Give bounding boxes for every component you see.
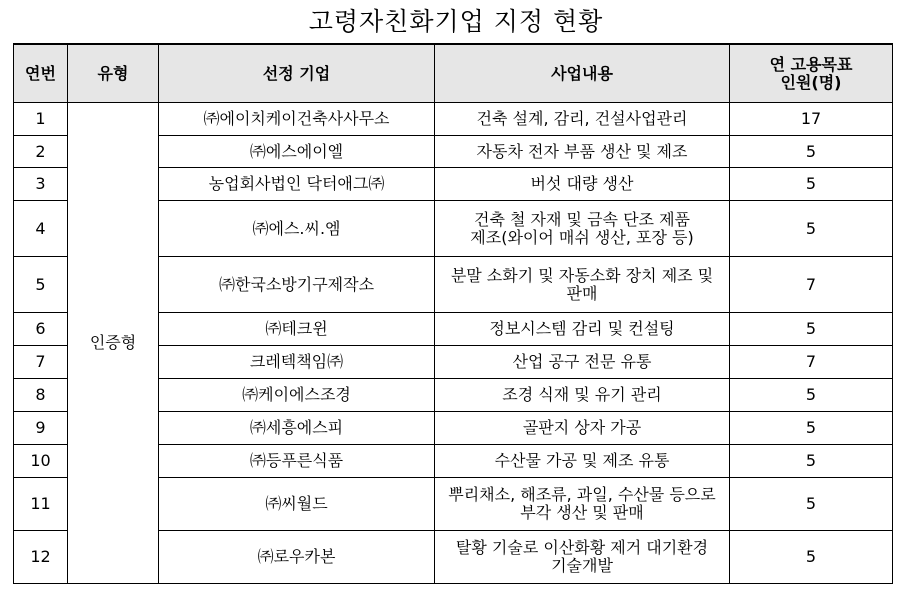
header-row	[14, 44, 893, 103]
row-no: 3	[14, 168, 68, 201]
row-target: 5	[730, 531, 893, 584]
row-business	[435, 531, 730, 584]
row-target: 7	[730, 346, 893, 379]
row-no: 9	[14, 412, 68, 445]
row-business-line2: 제조(와이어 매쉬 생산, 포장 등)	[470, 227, 694, 247]
row-business: 정보시스템 감리 및 컨설팅	[435, 313, 730, 346]
row-target: 7	[730, 257, 893, 313]
row-business: 버섯 대량 생산	[435, 168, 730, 201]
row-target: 5	[730, 168, 893, 201]
row-business: 조경 식재 및 유기 관리	[435, 379, 730, 412]
row-business-line1: 탈황 기술로 이산화황 제거 대기환경	[455, 538, 709, 557]
row-business-line1: 건축 철 자재 및 금속 단조 제품	[474, 209, 690, 229]
row-target: 5	[730, 379, 893, 412]
row-no: 5	[14, 257, 68, 313]
row-target: 5	[730, 478, 893, 531]
row-company: ㈜에이치케이건축사사무소	[159, 103, 435, 136]
table-row	[14, 103, 893, 136]
row-business: 골판지 상자 가공	[435, 412, 730, 445]
row-company: ㈜에스.씨.엠	[159, 201, 435, 257]
row-no: 8	[14, 379, 68, 412]
row-target: 5	[730, 313, 893, 346]
header-no: 연번	[14, 44, 68, 103]
row-company: ㈜테크윈	[159, 313, 435, 346]
row-company: 크레텍책임㈜	[159, 346, 435, 379]
row-business-line1: 분말 소화기 및 자동소화 장치 제조 및	[450, 265, 714, 285]
row-business-line2: 기술개발	[551, 556, 613, 575]
row-target: 5	[730, 201, 893, 257]
row-business: 수산물 가공 및 제조 유통	[435, 445, 730, 478]
row-no: 11	[14, 478, 68, 531]
row-company: ㈜씨월드	[159, 478, 435, 531]
row-target: 5	[730, 136, 893, 168]
row-business	[435, 478, 730, 531]
row-no: 12	[14, 531, 68, 584]
row-company: ㈜세흥에스피	[159, 412, 435, 445]
row-business	[435, 201, 730, 257]
row-no: 4	[14, 201, 68, 257]
row-business	[435, 257, 730, 313]
row-target: 5	[730, 412, 893, 445]
row-company: ㈜케이에스조경	[159, 379, 435, 412]
row-no: 10	[14, 445, 68, 478]
row-no: 6	[14, 313, 68, 346]
row-company: ㈜등푸른식품	[159, 445, 435, 478]
row-company: ㈜로우카본	[159, 531, 435, 584]
header-type: 유형	[68, 44, 159, 103]
row-business: 건축 설계, 감리, 건설사업관리	[435, 103, 730, 136]
page-title: 고령자친화기업 지정 현황	[308, 7, 604, 36]
row-business-line1: 뿌리채소, 해조류, 과일, 수산물 등으로	[448, 485, 716, 504]
row-business: 산업 공구 전문 유통	[435, 346, 730, 379]
row-business: 자동차 전자 부품 생산 및 제조	[435, 136, 730, 168]
row-no: 2	[14, 136, 68, 168]
header-company: 선정 기업	[159, 44, 435, 103]
row-target: 17	[730, 103, 893, 136]
header-target-line2: 인원(명)	[780, 72, 842, 92]
row-company: 농업회사법인 닥터애그㈜	[159, 168, 435, 201]
header-target	[730, 44, 893, 103]
row-target: 5	[730, 445, 893, 478]
row-company: ㈜한국소방기구제작소	[159, 257, 435, 313]
row-company: ㈜에스에이엘	[159, 136, 435, 168]
certified-companies-table	[13, 43, 893, 584]
row-business-line2: 판매	[566, 283, 598, 303]
header-target-line1: 연 고용목표	[769, 54, 853, 74]
row-no: 7	[14, 346, 68, 379]
type-cell: 인증형	[68, 103, 159, 584]
header-business: 사업내용	[435, 44, 730, 103]
row-no: 1	[14, 103, 68, 136]
row-business-line2: 부각 생산 및 판매	[520, 503, 644, 522]
